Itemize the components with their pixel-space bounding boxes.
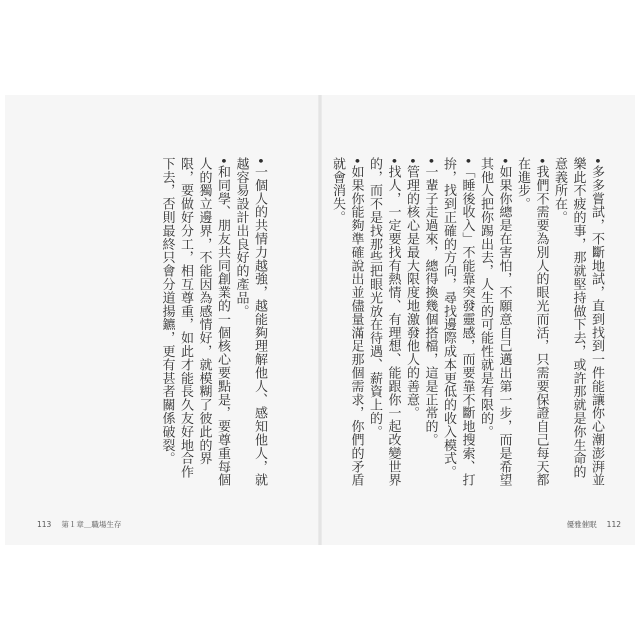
paragraph-text: 「睡後收入」不能靠突發靈感，而要靠不斷地搜索、打拚，找到正確的方向，尋找邊際成本更低的收入模式。 [441,157,475,487]
bullet-icon: • [348,157,364,166]
book-spread [5,95,635,545]
paragraph-text: 一輩子走過來，總得換幾個搭檔，這是正常的。 [422,165,438,447]
right-page-body [330,157,605,487]
paragraph [157,157,231,487]
paragraph-text: 如果你總是在害怕，不願意自己邁出第一步，而是希望其他人把你踢出去，人生的可能性就是有限的。 [478,157,512,487]
paragraph [439,157,476,487]
page-number: 113 [37,520,52,529]
paragraph [231,157,268,487]
bullet-icon: • [533,157,549,166]
paragraph-text: 一個人的共情力越強，越能夠理解他人、感知他人，就越容易設計出良好的產品。 [233,157,267,487]
bullet-icon: • [459,157,475,166]
bullet-icon: • [252,157,267,166]
chapter-label: 第１章＿職場生存 [61,520,122,529]
bullet-icon: • [385,157,401,166]
paragraph [420,157,439,487]
paragraph-text: 如果你能夠準確說出並儘量滿足那個需求，你們的矛盾就會消失。 [330,157,364,487]
paragraph [365,157,402,487]
paragraph [328,157,365,487]
left-page [5,95,320,545]
paragraph-text: 和同學、朋友共同創業的一個核心要點是，要尊重每個人的獨立邊界，不能因為感情好，就模糊了彼此的界限，要做好分工，相互尊重，如此才能長久友好地合作下去，否則最終只會分道揚鑣，更有甚者關係破裂。 [159,157,230,487]
bullet-icon: • [404,157,419,166]
paragraph-text: 我們不需要為別人的眼光而活，只需要保證自己每天都在進步。 [515,157,549,487]
left-page-body [138,157,268,487]
paragraph-text: 管理的核心是最大限度地激發他人的善意。 [404,165,419,420]
bullet-icon: • [589,157,604,166]
paragraph [513,157,550,487]
page-number: 112 [606,520,621,529]
section-label: 優雅催眠 [566,520,597,529]
bullet-icon: • [496,157,512,166]
paragraph-text: 找人，一定要找有熱情、有理想、能跟你一起改變世界的，而不是找那些把眼光放在待遇、薪資上的。 [367,157,401,487]
bullet-icon: • [422,157,438,166]
right-footer [567,519,621,530]
paragraph [402,157,421,487]
left-footer [37,519,121,530]
paragraph-text: 多多嘗試，不斷地試，直到找到一件能讓你心潮澎湃並樂此不疲的事，那就堅持做下去，或許那就是你生命的意義所在。 [552,157,604,487]
right-page [320,95,635,545]
bullet-icon: • [215,157,230,166]
paragraph [550,157,606,487]
paragraph [476,157,513,487]
